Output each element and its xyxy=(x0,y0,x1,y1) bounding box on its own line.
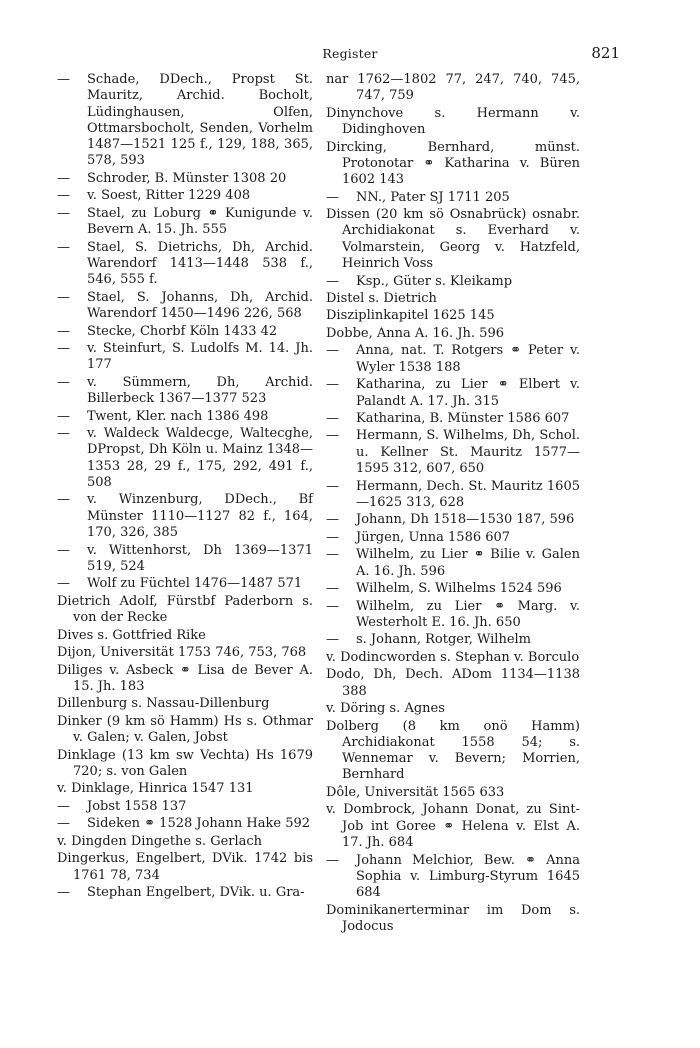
entry-text: Katharina, B. Münster 1586 607 xyxy=(356,411,570,426)
entry-text: v. Döring s. Agnes xyxy=(326,701,445,717)
entry-text: Stael, zu Loburg ⚭ Kunigunde v. Bevern A. 15. Jh. 555 xyxy=(87,205,313,238)
subentry-dash: — xyxy=(326,189,339,205)
index-subentry xyxy=(57,324,313,340)
index-subentry xyxy=(326,599,580,632)
subentry-dash: — xyxy=(57,188,70,204)
subentry-dash: — xyxy=(57,492,70,508)
entry-text: Jobst 1558 137 xyxy=(87,798,187,814)
entry-text: Ksp., Güter s. Kleikamp xyxy=(356,273,513,289)
index-subentry xyxy=(57,885,313,901)
entry-text: v. Steinfurt, S. Ludolfs M. 14. Jh. 177 xyxy=(87,341,313,373)
entry-text: s. Johann, Rotger, Wilhelm xyxy=(356,632,532,648)
subentry-dash: — xyxy=(57,816,70,832)
entry-text: v. Wittenhorst, Dh 1369—1371 519, 524 xyxy=(87,542,313,574)
subentry-dash: — xyxy=(57,426,70,442)
entry-text: v. Dodincworden s. Stephan v. Borculo xyxy=(326,649,580,665)
entry-text: Dingerkus, Engelbert, DVik. 1742 bis 1761 78, 734 xyxy=(57,851,313,883)
running-header: Register xyxy=(322,46,378,61)
entry-text: v. Winzenburg, DDech., Bf Münster 1110—1127 82 f., 164, 170, 326, 385 xyxy=(87,492,313,541)
index-entry xyxy=(326,903,580,936)
subentry-dash: — xyxy=(57,323,70,339)
entry-text: Dijon, Universität 1753 746, 753, 768 xyxy=(57,645,307,661)
index-subentry xyxy=(57,799,313,815)
entry-text: Johann, Dh 1518—1530 187, 596 xyxy=(356,512,575,528)
index-subentry xyxy=(326,581,580,597)
index-subentry xyxy=(57,375,313,408)
index-entry xyxy=(326,140,580,189)
index-entry xyxy=(57,594,313,627)
index-entry xyxy=(326,308,580,324)
entry-text: Wilhelm, S. Wilhelms 1524 596 xyxy=(356,581,562,597)
entry-text: Stecke, Chorbf Köln 1433 42 xyxy=(87,323,278,339)
subentry-dash: — xyxy=(57,374,70,390)
entry-text: Dinklage (13 km sw Vechta) Hs 1679 720; s. von Galen xyxy=(57,747,313,779)
entry-text: v. Soest, Ritter 1229 408 xyxy=(87,188,251,204)
index-subentry xyxy=(57,543,313,576)
entry-text: Dietrich Adolf, Fürstbf Paderborn s. von der Recke xyxy=(57,593,313,626)
index-subentry xyxy=(57,426,313,491)
entry-text: Dives s. Gottfried Rike xyxy=(57,627,206,643)
index-entry xyxy=(57,696,313,712)
index-entry xyxy=(326,106,580,139)
index-entry xyxy=(326,650,580,666)
subentry-dash: — xyxy=(326,428,339,444)
index-entry xyxy=(326,207,580,272)
entry-text: v. Waldeck Waldecge, Waltecghe, DPropst, Dh Köln u. Mainz 1348—1353 28, 29 f., 175, 292, 491 f., 508 xyxy=(87,426,313,490)
entry-text: Schade, DDech., Propst St. Mauritz, Archid. Bocholt, Lüdinghausen, Olfen, Ottmarsbocholt, Senden, Vorhelm 1487—1521 125 f., 129, 188, 365, 578, 593 xyxy=(87,72,313,169)
subentry-dash: — xyxy=(326,273,339,289)
index-subentry xyxy=(57,492,313,541)
entry-text: Anna, nat. T. Rotgers ⚭ Peter v. Wyler 1538 188 xyxy=(356,343,580,375)
entry-text: Dolberg (8 km onö Hamm) Archidiakonat 1558 54; s. Wennemar v. Bevern; Morrien, Bernhard xyxy=(326,718,580,783)
index-subentry xyxy=(57,576,313,592)
index-subentry xyxy=(326,190,580,206)
subentry-dash: — xyxy=(326,478,339,494)
index-entry xyxy=(326,701,580,717)
subentry-dash: — xyxy=(326,377,339,393)
index-entry xyxy=(57,781,313,797)
entry-text: Johann Melchior, Bew. ⚭ Anna Sophia v. Limburg-Styrum 1645 684 xyxy=(356,852,580,901)
entry-text: v. Dinklage, Hinrica 1547 131 xyxy=(57,781,254,797)
index-entry xyxy=(326,802,580,851)
subentry-dash: — xyxy=(326,343,339,359)
entry-text: Diliges v. Asbeck ⚭ Lisa de Bever A. 15. Jh. 183 xyxy=(57,662,313,694)
index-entry xyxy=(326,785,580,801)
subentry-dash: — xyxy=(57,72,70,87)
index-entry xyxy=(326,326,580,342)
entry-text: Stael, S. Dietrichs, Dh, Archid. Warendorf 1413—1448 538 f., 546, 555 f. xyxy=(87,239,313,288)
entry-text: Hermann, Dech. St. Mauritz 1605—1625 313, 628 xyxy=(356,478,580,510)
index-subentry xyxy=(326,428,580,477)
entry-text: Dominikanerterminar im Dom s. Jodocus xyxy=(326,902,580,934)
index-subentry xyxy=(326,72,580,105)
subentry-dash: — xyxy=(57,289,70,305)
index-entry xyxy=(57,663,313,696)
index-entry xyxy=(57,645,313,661)
index-subentry xyxy=(326,479,580,512)
entry-text: Katharina, zu Lier ⚭ Elbert v. Palandt A. 17. Jh. 315 xyxy=(356,377,580,409)
entry-text: Dinker (9 km sö Hamm) Hs s. Othmar v. Galen; v. Galen, Jobst xyxy=(57,713,313,746)
entry-text: Dôle, Universität 1565 633 xyxy=(326,784,505,800)
subentry-dash: — xyxy=(57,205,70,221)
subentry-dash: — xyxy=(326,529,339,545)
subentry-dash: — xyxy=(326,512,339,528)
entry-text: Dissen (20 km sö Osnabrück) osnabr. Archidiakonat s. Everhard v. Volmarstein, Georg v. Hatzfeld, Heinrich Voss xyxy=(326,207,580,272)
index-subentry xyxy=(326,547,580,580)
entry-text: Dircking, Bernhard, münst. Protonotar ⚭ Katharina v. Büren 1602 143 xyxy=(326,139,580,188)
index-subentry xyxy=(57,188,313,204)
index-entry xyxy=(57,748,313,781)
subentry-dash: — xyxy=(57,885,70,901)
entry-text: Dodo, Dh, Dech. ADom 1134—1138 388 xyxy=(326,667,580,699)
index-subentry xyxy=(57,72,313,170)
entry-text: Sideken ⚭ 1528 Johann Hake 592 xyxy=(87,816,311,832)
entry-text: Stephan Engelbert, DVik. u. Gra- xyxy=(87,885,305,901)
index-subentry xyxy=(326,853,580,902)
entry-text: Dinynchove s. Hermann v. Didinghoven xyxy=(326,105,580,138)
subentry-dash: — xyxy=(326,547,339,563)
subentry-dash: — xyxy=(57,798,70,814)
subentry-dash: — xyxy=(326,411,339,426)
entry-text: NN., Pater SJ 1711 205 xyxy=(356,189,510,205)
index-subentry xyxy=(57,171,313,187)
entry-text: Jürgen, Unna 1586 607 xyxy=(356,529,511,545)
index-entry xyxy=(57,834,313,850)
subentry-dash: — xyxy=(326,632,339,648)
page-number: 821 xyxy=(591,44,620,62)
index-subentry xyxy=(326,343,580,376)
entry-text: Distel s. Dietrich xyxy=(326,290,437,306)
entry-text: Dillenburg s. Nassau-Dillenburg xyxy=(57,696,270,712)
entry-text: v. Dingden Dingethe s. Gerlach xyxy=(57,833,263,849)
index-column-left xyxy=(57,72,313,903)
index-entry xyxy=(57,628,313,644)
entry-text: Wilhelm, zu Lier ⚭ Bilie v. Galen A. 16. Jh. 596 xyxy=(356,547,580,579)
entry-text: Stael, S. Johanns, Dh, Archid. Warendorf 1450—1496 226, 568 xyxy=(87,289,313,322)
entry-text: Schroder, B. Münster 1308 20 xyxy=(87,170,287,186)
entry-text: v. Dombrock, Johann Donat, zu Sint-Job int Goree ⚭ Helena v. Elst A. 17. Jh. 684 xyxy=(326,802,580,851)
entry-text: Wilhelm, zu Lier ⚭ Marg. v. Westerholt E. 16. Jh. 650 xyxy=(356,598,580,630)
index-subentry xyxy=(326,377,580,410)
subentry-dash: — xyxy=(326,581,339,597)
entry-text: Disziplinkapitel 1625 145 xyxy=(326,308,495,324)
entry-text: Dobbe, Anna A. 16. Jh. 596 xyxy=(326,325,504,341)
index-entry xyxy=(57,714,313,747)
entry-text: Wolf zu Füchtel 1476—1487 571 xyxy=(87,576,303,592)
entry-text: Twent, Kler. nach 1386 498 xyxy=(87,408,269,424)
index-entry xyxy=(57,851,313,884)
entry-text: nar 1762—1802 77, 247, 740, 745, 747, 759 xyxy=(326,72,580,104)
subentry-dash: — xyxy=(57,542,70,558)
entry-text: v. Sümmern, Dh, Archid. Billerbeck 1367—1377 523 xyxy=(87,374,313,407)
index-subentry xyxy=(326,274,580,290)
index-subentry xyxy=(57,240,313,289)
subentry-dash: — xyxy=(57,239,70,255)
subentry-dash: — xyxy=(326,598,339,614)
index-subentry xyxy=(326,411,580,427)
subentry-dash: — xyxy=(57,341,70,357)
index-subentry xyxy=(326,530,580,546)
index-subentry xyxy=(57,290,313,323)
index-entry xyxy=(326,719,580,784)
index-entry xyxy=(326,667,580,700)
index-column-right xyxy=(326,72,580,936)
subentry-dash: — xyxy=(326,852,339,868)
entry-text: Hermann, S. Wilhelms, Dh, Schol. u. Kellner St. Mauritz 1577—1595 312, 607, 650 xyxy=(356,428,580,477)
index-subentry xyxy=(326,632,580,648)
subentry-dash: — xyxy=(57,408,70,424)
index-subentry xyxy=(57,341,313,374)
subentry-dash: — xyxy=(57,170,70,186)
index-subentry xyxy=(57,206,313,239)
index-entry xyxy=(326,291,580,307)
index-subentry xyxy=(326,512,580,528)
index-subentry xyxy=(57,409,313,425)
subentry-dash: — xyxy=(57,576,70,592)
index-subentry xyxy=(57,816,313,832)
